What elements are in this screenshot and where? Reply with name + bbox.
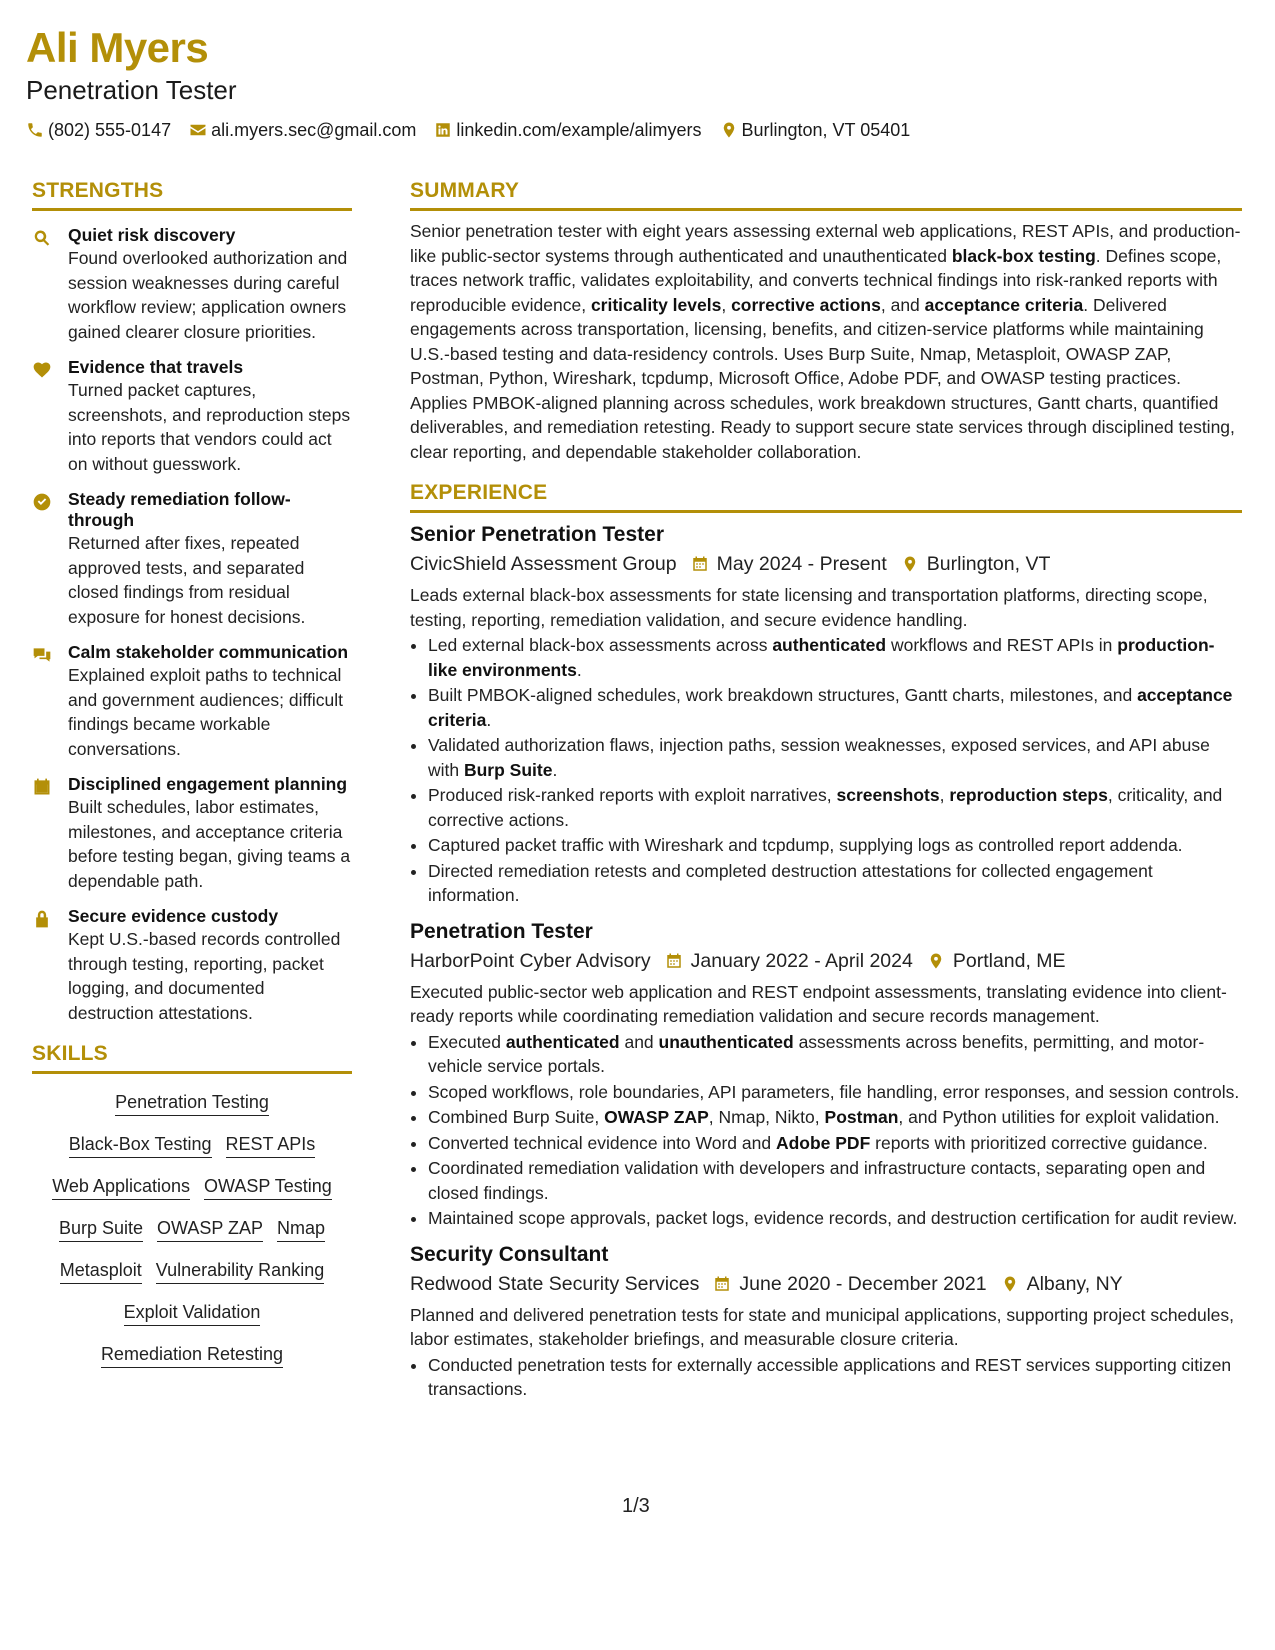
calendar-icon — [665, 951, 683, 971]
job-title: Senior Penetration Tester — [410, 523, 665, 546]
job-bullet: • Coordinated remediation validation with developers and infrastructure contacts, separating open and closed findings. — [428, 1156, 1242, 1205]
emphasis-text: Postman — [824, 1107, 899, 1127]
job-description: Leads external black-box assessments for state licensing and transportation platforms, directing scope, testing, reporting, remediation validation, and secure evidence handling. — [410, 585, 1208, 630]
job-location: Burlington, VT — [926, 553, 1051, 575]
emphasis-text: Burp Suite — [463, 759, 553, 780]
emphasis-text: unauthenticated — [658, 1031, 794, 1052]
heart-icon — [32, 360, 52, 380]
left-column — [32, 176, 352, 1384]
job-description: Planned and delivered penetration tests for state and municipal applications, supporting project schedules, labor estimates, stakeholder briefings, and measurable closure criteria. — [410, 1304, 1234, 1349]
summary-heading: SUMMARY — [410, 176, 1242, 211]
strength-item — [32, 489, 352, 629]
skill-tag: Exploit Validation — [124, 1300, 261, 1326]
skill-tag: Nmap — [277, 1216, 325, 1242]
right-column — [410, 176, 1242, 1412]
envelope-icon — [189, 121, 207, 139]
job-dates: January 2022 - April 2024 — [690, 949, 913, 972]
strength-title: Quiet risk discovery — [68, 225, 236, 245]
contact-location — [720, 118, 911, 142]
job-title: Security Consultant — [410, 1242, 609, 1266]
job-company: CivicShield Assessment Group — [410, 553, 677, 575]
strength-description: Explained exploit paths to technical and government audiences; difficult findings became workable conversations. — [68, 665, 343, 759]
emphasis-text: corrective actions — [731, 294, 881, 315]
contact-phone[interactable] — [26, 118, 171, 142]
map-pin-icon — [720, 121, 738, 139]
calendar-icon — [713, 1274, 731, 1294]
emphasis-text: criticality levels — [590, 294, 722, 315]
contact-bar — [26, 118, 910, 142]
strength-item — [32, 225, 352, 344]
emphasis-text: production-like environments — [428, 635, 1215, 680]
skill-tag: Web Applications — [52, 1174, 190, 1200]
skills-heading: SKILLS — [32, 1039, 352, 1074]
strength-description: Built schedules, labor estimates, milestones, and acceptance criteria before testing began, giving teams a dependable path. — [68, 797, 351, 891]
job-bullet: • Combined Burp Suite, OWASP ZAP, Nmap, Nikto, Postman, and Python utilities for exploit validation. — [428, 1105, 1242, 1130]
check-circle-icon — [32, 492, 52, 512]
strength-item — [32, 906, 352, 1025]
skill-tag: Penetration Testing — [115, 1090, 269, 1116]
emphasis-text: reproduction steps — [949, 785, 1108, 805]
phone-icon — [26, 121, 44, 139]
skill-tag: Vulnerability Ranking — [156, 1258, 324, 1284]
job-meta — [410, 549, 1242, 579]
job-location: Albany, NY — [1026, 1272, 1123, 1295]
emphasis-text: Adobe PDF — [775, 1132, 871, 1153]
strength-description: Kept U.S.-based records controlled through testing, reporting, packet logging, and documented destruction attestations. — [68, 929, 341, 1023]
emphasis-text: acceptance criteria — [924, 294, 1084, 315]
job-bullet: • Directed remediation retests and completed destruction attestations for collected engagement information. — [428, 859, 1242, 908]
job-bullet: • Conducted penetration tests for externally accessible applications and REST services supporting citizen transactions. — [428, 1353, 1242, 1402]
resume-header — [26, 24, 910, 142]
job-entry — [410, 521, 1242, 908]
skill-tag: OWASP ZAP — [157, 1216, 263, 1242]
strength-title: Evidence that travels — [68, 357, 244, 377]
strength-title: Steady remediation follow-through — [68, 489, 291, 530]
job-dates: June 2020 - December 2021 — [739, 1272, 987, 1295]
contact-location-text: Burlington, VT 05401 — [741, 120, 911, 140]
map-pin-icon — [1001, 1274, 1019, 1294]
emphasis-text: OWASP ZAP — [604, 1107, 709, 1127]
emphasis-text: black-box testing — [951, 245, 1096, 266]
skill-tag: REST APIs — [226, 1132, 316, 1158]
emphasis-text: acceptance criteria — [428, 685, 1233, 730]
calendar-icon — [691, 554, 709, 574]
strength-description: Turned packet captures, screenshots, and reproduction steps into reports that vendors could act on without guesswork. — [68, 380, 351, 474]
job-bullets — [410, 1030, 1242, 1231]
job-bullet: • Captured packet traffic with Wireshark and tcpdump, supplying logs as controlled report addenda. — [428, 833, 1242, 858]
comments-icon — [32, 645, 52, 665]
job-bullets — [410, 1353, 1242, 1402]
strengths-list — [32, 219, 352, 1025]
strengths-heading: STRENGTHS — [32, 176, 352, 211]
summary-text: Senior penetration tester with eight years assessing external web applications, REST APIs, and production-like public-sector systems through authenticated and unauthenticated black-box testing. Defines scope, traces network traffic, validates exploitability, and converts technical findings into risk-ranked reports with reproducible evidence, criticality levels, corrective actions, and acceptance criteria. Delivered engagements across transportation, licensing, benefits, and citizen-service platforms while maintaining U.S.-based testing and data-residency controls. Uses Burp Suite, Nmap, Metasploit, OWASP ZAP, Postman, Python, Wireshark, tcpdump, Microsoft Office, Adobe PDF, and OWASP testing practices. Applies PMBOK-aligned planning across schedules, work breakdown structures, Gantt charts, quantified deliverables, and remediation retesting. Ready to support secure state services through disciplined testing, clear reporting, and dependable stakeholder collaboration. — [410, 221, 1241, 462]
skill-tag: Burp Suite — [59, 1216, 143, 1242]
strength-description: Returned after fixes, repeated approved tests, and separated closed findings from residual exposure for honest decisions. — [68, 533, 306, 627]
contact-phone-text: (802) 555-0147 — [48, 120, 172, 140]
job-entry — [410, 1241, 1242, 1402]
strength-item — [32, 357, 352, 476]
job-bullet: • Validated authorization flaws, injection paths, session weaknesses, exposed services, and API abuse with Burp Suite. — [428, 733, 1242, 782]
map-pin-icon — [901, 554, 919, 574]
strength-title: Calm stakeholder communication — [68, 642, 349, 662]
job-meta — [410, 1269, 1242, 1299]
job-bullet: • Converted technical evidence into Word and Adobe PDF reports with prioritized corrective guidance. — [428, 1131, 1242, 1156]
strength-item — [32, 774, 352, 893]
contact-linkedin[interactable] — [434, 118, 701, 142]
job-bullet: • Scoped workflows, role boundaries, API parameters, file handling, error responses, and session controls. — [428, 1080, 1242, 1105]
calendar-icon — [32, 777, 52, 797]
job-company: HarborPoint Cyber Advisory — [410, 949, 651, 972]
candidate-title: Penetration Tester — [26, 75, 237, 105]
page-number: 1/3 — [622, 1495, 650, 1517]
job-bullet: • Led external black-box assessments across authenticated workflows and REST APIs in production-like environments. — [428, 633, 1242, 682]
emphasis-text: screenshots — [836, 785, 940, 805]
search-icon — [32, 228, 52, 248]
strength-item — [32, 642, 352, 761]
job-description: Executed public-sector web application and REST endpoint assessments, translating evidence into client-ready reports while coordinating remediation validation and secure records management. — [410, 981, 1227, 1026]
job-dates: May 2024 - Present — [716, 553, 887, 575]
linkedin-icon — [434, 121, 452, 139]
emphasis-text: authenticated — [505, 1031, 620, 1052]
skill-tag: Black-Box Testing — [69, 1132, 212, 1158]
job-bullet: • Maintained scope approvals, packet logs, evidence records, and destruction certification for audit review. — [428, 1206, 1242, 1231]
experience-heading: EXPERIENCE — [410, 478, 1242, 513]
job-title: Penetration Tester — [410, 919, 593, 943]
skill-tag: Remediation Retesting — [101, 1342, 283, 1368]
skills-list — [32, 1082, 352, 1384]
strength-description: Found overlooked authorization and session weaknesses during careful workflow review; application owners gained clearer closure priorities. — [68, 248, 348, 342]
job-bullets — [410, 633, 1242, 908]
job-bullet: • Produced risk-ranked reports with exploit narratives, screenshots, reproduction steps, criticality, and corrective actions. — [428, 783, 1242, 832]
contact-linkedin-text: linkedin.com/example/alimyers — [456, 120, 702, 140]
emphasis-text: authenticated — [772, 635, 887, 655]
contact-email-text: ali.myers.sec@gmail.com — [211, 120, 417, 140]
strength-title: Secure evidence custody — [68, 906, 279, 926]
job-entry — [410, 918, 1242, 1231]
lock-icon — [32, 909, 52, 929]
contact-email[interactable] — [189, 118, 416, 142]
map-pin-icon — [927, 951, 945, 971]
candidate-name: Ali Myers — [26, 24, 209, 71]
skill-tag: Metasploit — [60, 1258, 142, 1284]
strength-title: Disciplined engagement planning — [68, 774, 348, 794]
job-company: Redwood State Security Services — [410, 1272, 700, 1295]
job-bullet: • Built PMBOK-aligned schedules, work breakdown structures, Gantt charts, milestones, and acceptance criteria. — [428, 683, 1242, 732]
job-meta — [410, 946, 1242, 976]
job-location: Portland, ME — [952, 949, 1066, 972]
skill-tag: OWASP Testing — [204, 1174, 332, 1200]
job-bullet: • Executed authenticated and unauthenticated assessments across benefits, permitting, and motor-vehicle service portals. — [428, 1030, 1242, 1079]
